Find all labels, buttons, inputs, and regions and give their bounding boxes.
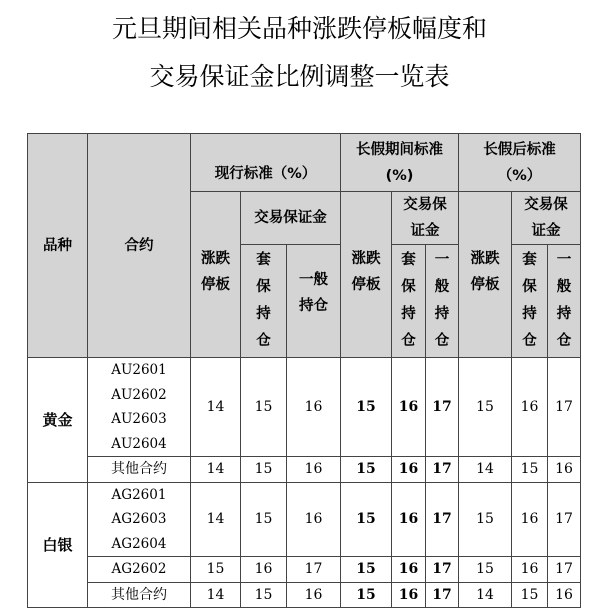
value-cell: 16 [392,457,426,483]
value-cell: 16 [287,482,341,557]
adjustment-table [27,133,581,608]
header-margin-after [512,192,581,245]
value-cell: 15 [241,582,287,608]
header-limit-line2: 停板 [201,277,230,293]
value-cell: 15 [191,557,241,583]
value-cell: 16 [512,557,548,583]
variety-cell: 白银 [28,482,88,608]
value-cell: 16 [392,482,426,557]
value-cell: 17 [426,557,459,583]
header-general-char: 仓 [434,333,450,349]
value-cell: 15 [459,557,512,583]
contract-code: 其他合约 [111,586,167,603]
header-holiday-standard [341,134,459,192]
header-general-char: 持 [434,306,450,322]
value-cell: 14 [191,358,241,457]
value-cell: 14 [191,482,241,557]
header-limit-line1: 涨跌 [351,251,381,267]
header-hedge-char: 保 [401,279,416,295]
header-general-current [287,245,341,358]
value-cell: 15 [459,358,512,457]
header-hedge-char: 套 [256,252,271,268]
value-cell: 15 [512,457,548,483]
value-cell: 15 [341,582,392,608]
header-holiday-line1: 长假期间标准 [356,141,443,158]
contract-code: AG2603 [111,511,167,527]
header-general-char: 般 [434,279,450,295]
value-cell: 15 [341,557,392,583]
header-after-line1: 长假后标准 [483,141,556,158]
header-general-char: 一 [434,252,450,268]
value-cell: 16 [392,582,426,608]
header-hedge-char: 仓 [256,333,271,349]
value-cell: 16 [241,557,287,583]
value-cell: 17 [426,582,459,608]
contract-code: AU2601 [111,362,167,378]
value-cell: 15 [341,358,392,457]
value-cell: 17 [426,457,459,483]
header-hedge-after [512,245,548,358]
table-row [28,482,581,557]
header-limit-holiday [341,192,392,358]
header-general-line1: 一般 [299,272,328,288]
header-margin-current: 交易保证金 [241,192,341,245]
variety-cell: 黄金 [28,358,88,483]
contract-code: AG2602 [111,561,167,577]
contract-cell [88,557,191,583]
value-cell: 14 [459,457,512,483]
header-after-holiday-standard [459,134,581,192]
value-cell: 16 [287,358,341,457]
value-cell: 15 [459,482,512,557]
value-cell: 15 [241,358,287,457]
header-current-standard: 现行标准（%） [191,134,341,192]
header-hedge-char: 仓 [401,333,416,349]
value-cell: 14 [191,457,241,483]
contract-code: AU2604 [111,435,167,452]
header-limit-current [191,192,241,358]
header-margin-line1: 交易保 [403,197,447,213]
contract-code: AG2601 [111,486,167,503]
value-cell: 16 [548,457,581,483]
header-limit-line2: 停板 [470,277,500,293]
header-hedge-current [241,245,287,358]
header-after-line2: （%） [497,167,542,184]
header-hedge-char: 持 [401,306,416,322]
header-limit-after [459,192,512,358]
header-hedge-char: 保 [256,279,271,295]
value-cell: 16 [512,358,548,457]
header-margin-line2: 证金 [410,223,440,239]
header-general-after [548,245,581,358]
table-row [28,457,581,483]
value-cell: 16 [512,482,548,557]
header-hedge-char: 套 [522,252,537,268]
header-limit-line2: 停板 [351,277,381,293]
table-body [28,358,581,608]
contract-cell [88,582,191,608]
header-hedge-char: 套 [401,252,416,268]
header-hedge-char: 持 [522,306,537,322]
value-cell: 16 [548,582,581,608]
header-margin-holiday [392,192,459,245]
header-hedge-char: 持 [256,306,271,322]
contract-code: 其他合约 [111,461,167,477]
title-line-2: 交易保证金比例调整一览表 [149,62,450,91]
header-holiday-line2: (%) [385,167,414,184]
value-cell: 17 [426,358,459,457]
header-general-char: 持 [556,306,572,322]
value-cell: 17 [548,358,581,457]
table-row [28,557,581,583]
header-margin-line1: 交易保 [524,197,568,213]
value-cell: 16 [287,582,341,608]
value-cell: 15 [241,457,287,483]
header-general-char: 仓 [556,333,572,349]
table-row [28,582,581,608]
value-cell: 16 [392,358,426,457]
value-cell: 17 [548,482,581,557]
contract-cell [88,457,191,483]
header-general-line2: 持仓 [299,298,328,314]
header-margin-line2: 证金 [531,223,561,239]
value-cell: 16 [392,557,426,583]
header-general-char: 一 [556,252,572,268]
value-cell: 17 [287,557,341,583]
contract-code: AU2602 [111,386,167,403]
header-hedge-char: 保 [522,279,537,295]
header-general-char: 般 [556,279,572,295]
value-cell: 16 [287,457,341,483]
value-cell: 14 [459,582,512,608]
value-cell: 15 [341,457,392,483]
value-cell: 17 [548,557,581,583]
header-limit-line1: 涨跌 [470,251,500,267]
contract-code: AG2604 [111,535,167,552]
table-row [28,358,581,457]
contract-code: AU2603 [111,411,167,427]
value-cell: 14 [191,582,241,608]
contract-cell [88,482,191,557]
contract-cell [88,358,191,457]
value-cell: 15 [512,582,548,608]
value-cell: 15 [341,482,392,557]
header-hedge-holiday [392,245,426,358]
header-hedge-char: 仓 [522,333,537,349]
header-general-holiday [426,245,459,358]
header-variety: 品种 [28,134,88,358]
header-limit-line1: 涨跌 [201,251,230,267]
header-contract: 合约 [88,134,191,358]
title-line-1: 元旦期间相关品种涨跌停板幅度和 [111,14,487,43]
value-cell: 15 [241,482,287,557]
value-cell: 17 [426,482,459,557]
